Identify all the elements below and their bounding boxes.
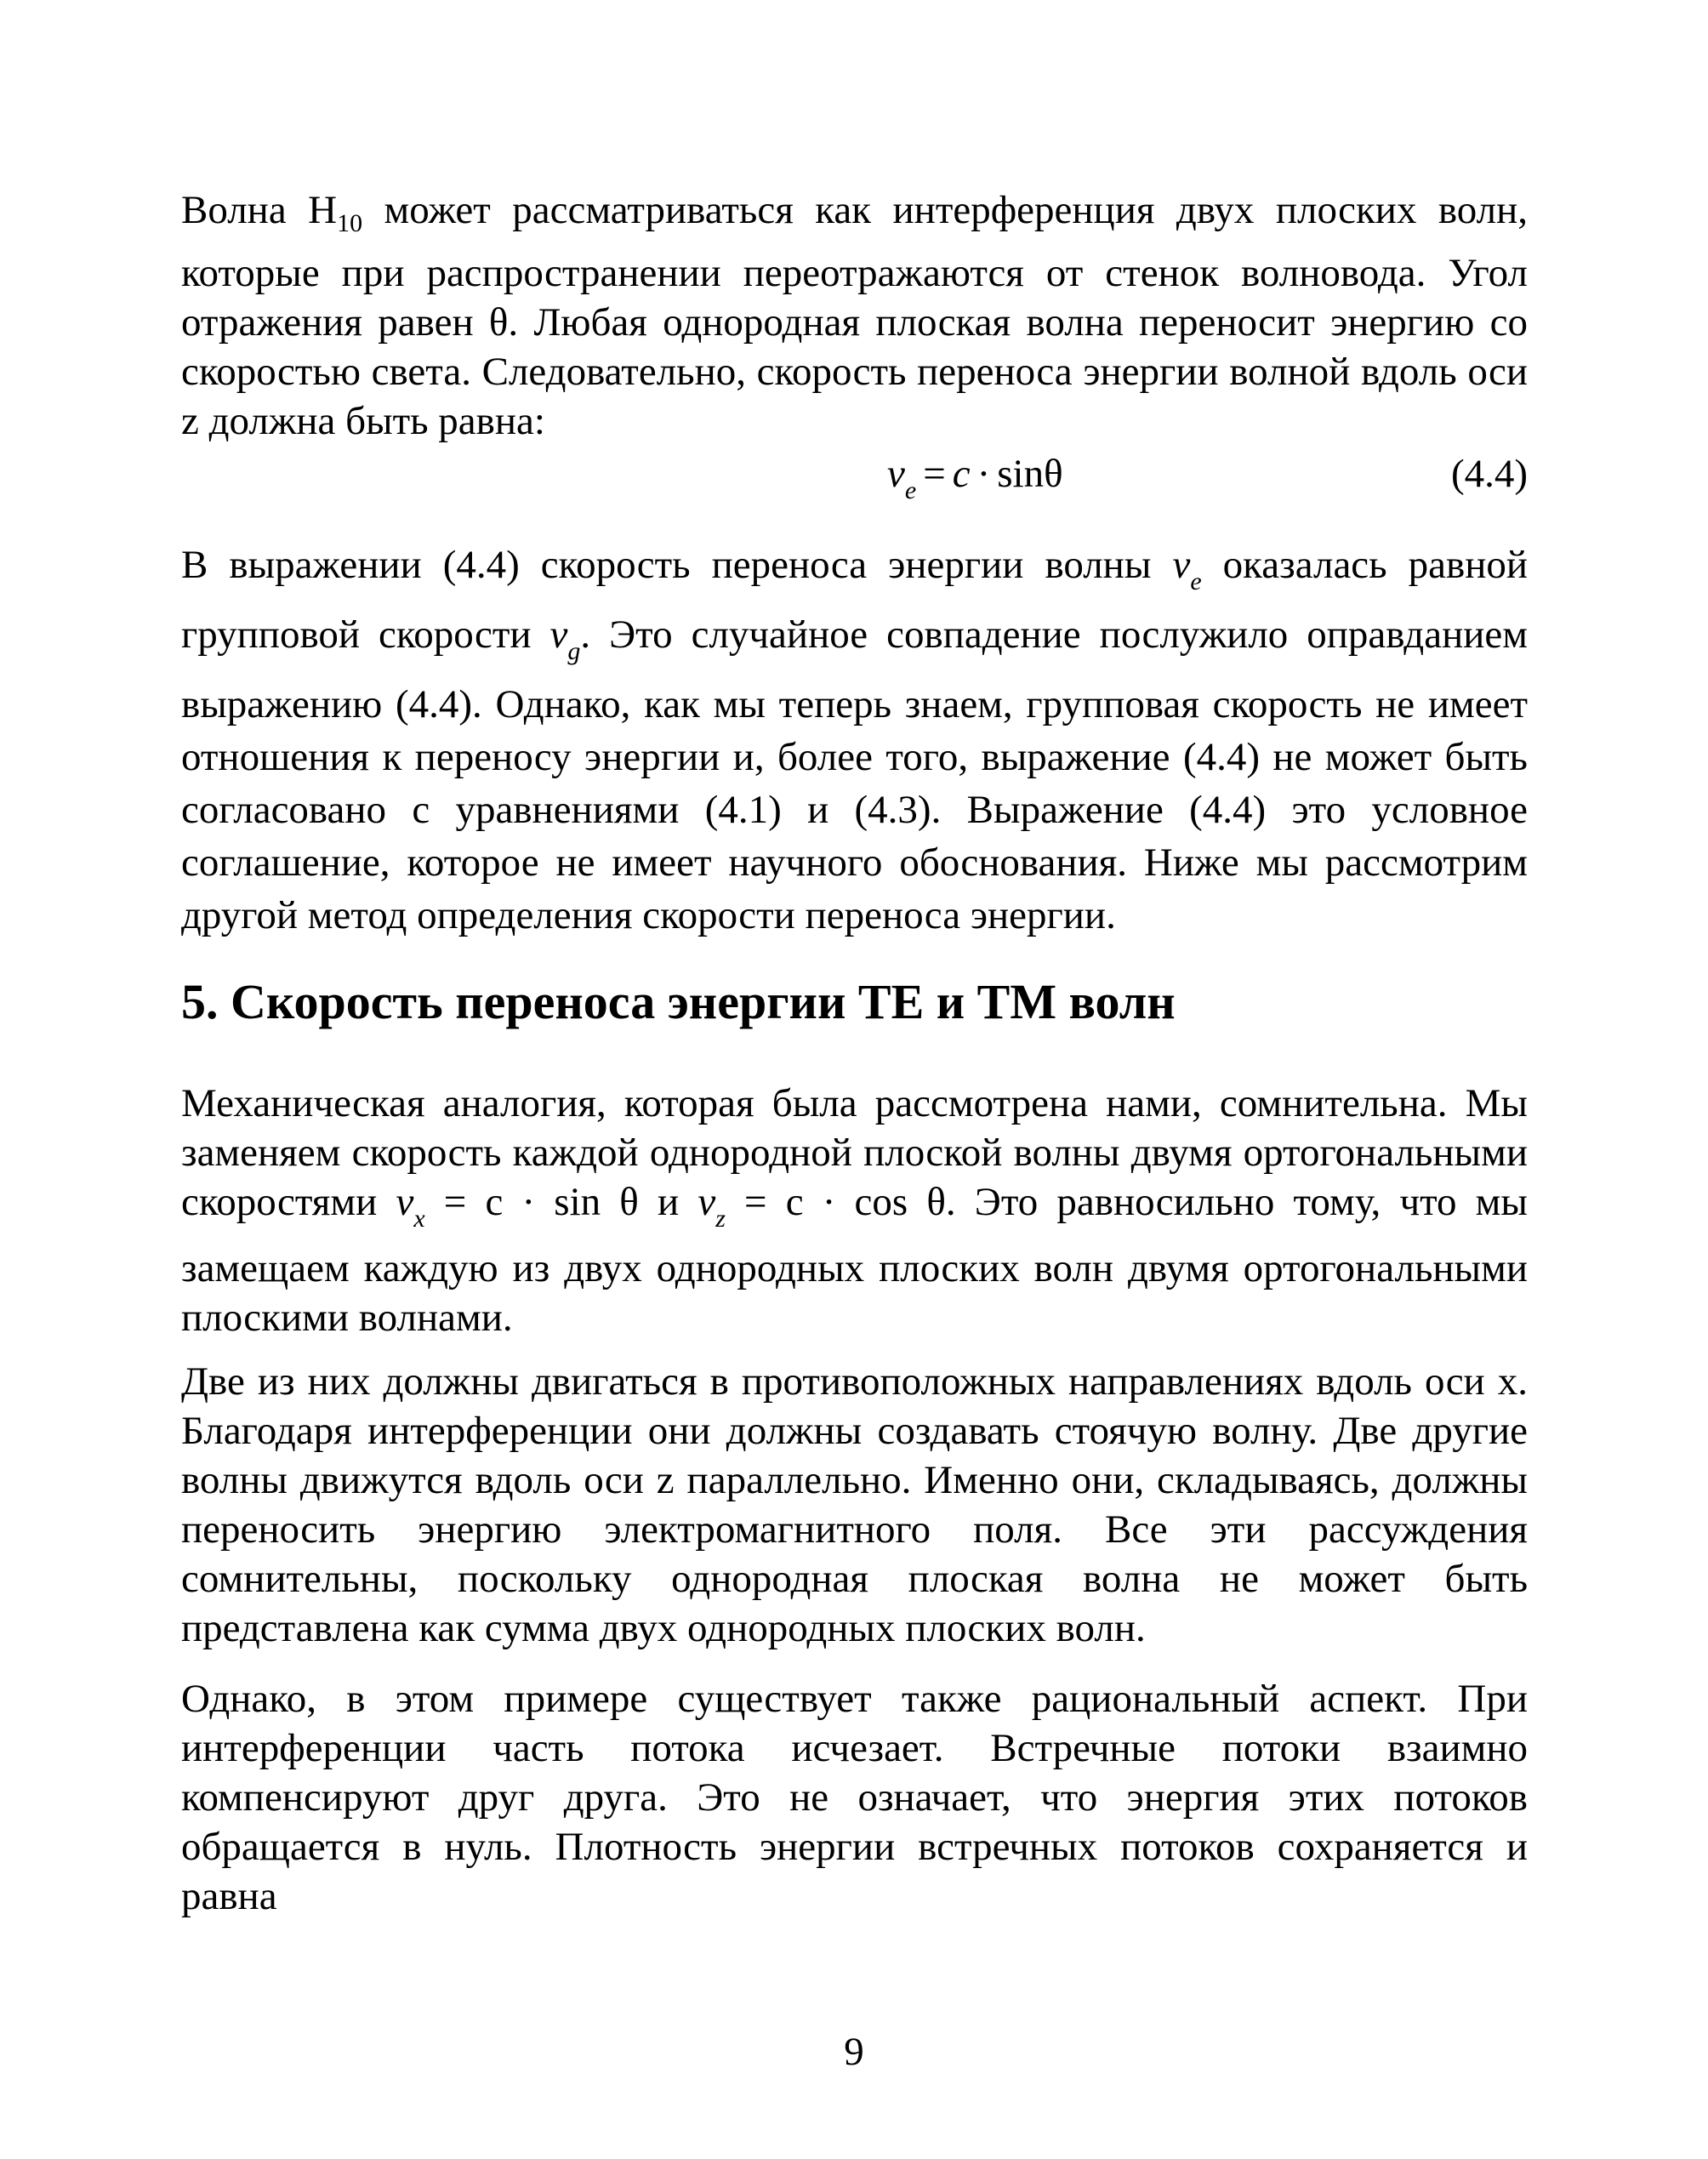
p3-vx-expression: = c · sin θ xyxy=(424,1180,639,1224)
p3-vz-expression: = c · cos θ xyxy=(725,1180,946,1224)
paragraph-group-velocity xyxy=(181,538,1528,942)
p1-text-b: может рассматриваться как интерференция двух плоских волн, которые при распространении переотражаются от стенок волновода. Угол отражения равен θ. Любая однородная плоская волна переносит энергию со скоростью света. Следовательно, скорость переноса энергии волной вдоль оси z должна быть равна: xyxy=(181,188,1528,443)
eq-v: v xyxy=(887,452,905,496)
eq-v-subscript: e xyxy=(904,476,917,504)
p2-text-c: . Это случайное совпадение послужило оправданием выражению (4.4). Однако, как мы теперь знаем, групповая скорость не имеет отношения к переносу энергии и, более того, выражение (4.4) не может быть согласовано с уравнениями (4.1) и (4.3). Выражение (4.4) это условное соглашение, которое не имеет научного обоснования. Ниже мы рассмотрим другой метод определения скорости переноса энергии. xyxy=(181,612,1528,937)
h10-subscript: 10 xyxy=(337,209,363,237)
p2-vg-subscript: g xyxy=(567,637,581,665)
paragraph-h10-wave xyxy=(181,185,1528,446)
p3-vx: v xyxy=(396,1180,414,1224)
p2-ve-subscript: e xyxy=(1190,567,1202,595)
equation-number: (4.4) xyxy=(1450,452,1528,496)
p2-ve: v xyxy=(1172,543,1191,587)
page-number: 9 xyxy=(844,2030,864,2074)
p3-vz: v xyxy=(697,1180,716,1224)
paragraph-rational-aspect: Однако, в этом примере существует также рациональный аспект. При интерференции часть потока исчезает. Встречные потоки взаимно компенсируют друг друга. Это не означает, что энергия этих потоков обращается в нуль. Плотность энергии встречных потоков сохраняется и равна xyxy=(181,1677,1528,1918)
paragraph-mechanical-analogy xyxy=(181,1079,1528,1342)
p2-vg: v xyxy=(549,612,568,657)
eq-sin-theta: sinθ xyxy=(997,452,1063,496)
eq-equals: = xyxy=(923,452,946,496)
p3-text-a: Механическая аналогия, которая была рассмотрена нами, сомнительна. Мы заменяем скорость каждой однородной плоской волны двумя ортогональными скоростями xyxy=(181,1081,1528,1224)
equation-4-4-line xyxy=(181,451,1528,502)
p2-text-b: оказалась равной групповой скорости xyxy=(181,543,1528,657)
p3-and: и xyxy=(638,1180,698,1224)
p1-text-a: Волна H xyxy=(181,188,338,232)
p3-text-b: . Это равносильно тому, что мы замещаем каждую из двух однородных плоских волн двумя ортогональными плоскими волнами. xyxy=(181,1180,1528,1340)
p3-vx-subscript: x xyxy=(413,1205,425,1233)
section-heading: 5. Скорость переноса энергии TE и TM волн xyxy=(181,974,1176,1029)
p3-vz-subscript: z xyxy=(715,1205,726,1233)
paragraph-opposite-waves: Две из них должны двигаться в противоположных направлениях вдоль оси x. Благодаря интерференции они должны создавать стоячую волну. Две другие волны движутся вдоль оси z параллельно. Именно они, складываясь, должны переносить энергию электромагнитного поля. Все эти рассуждения сомнительны, поскольку однородная плоская волна не может быть представлена как сумма двух однородных плоских волн. xyxy=(181,1359,1528,1650)
equation-4-4 xyxy=(887,451,1063,505)
eq-dot: · xyxy=(976,452,991,496)
eq-c: c xyxy=(952,452,971,496)
p2-text-a: В выражении (4.4) скорость переноса энергии волны xyxy=(181,543,1173,587)
